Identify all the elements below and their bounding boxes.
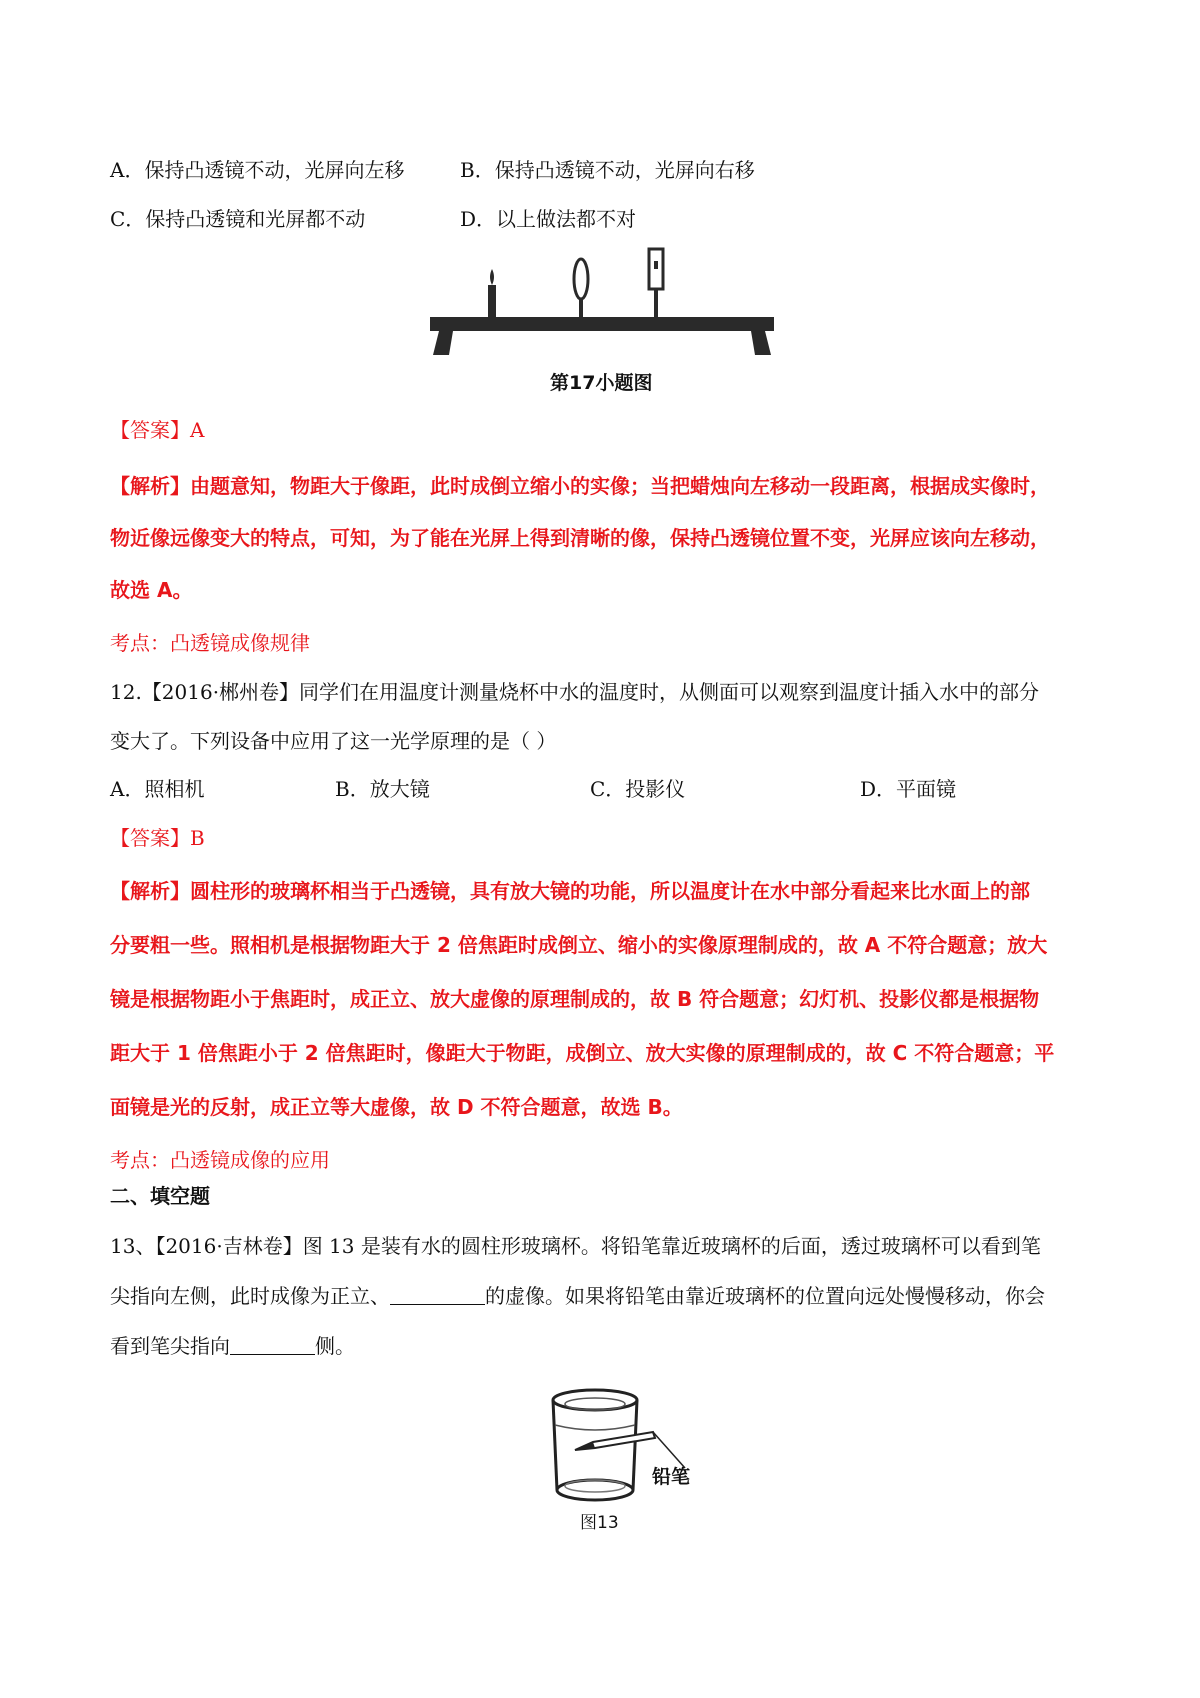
q12-analysis-line-1: 【解析】圆柱形的玻璃杯相当于凸透镜，具有放大镜的功能，所以温度计在水中部分看起来比水面上的部	[110, 879, 1030, 903]
screen-stand	[654, 289, 658, 319]
q11-option-c: C．保持凸透镜和光屏都不动	[110, 207, 366, 231]
optical-bench-figure	[425, 245, 780, 365]
q13-blank-2[interactable]	[230, 1336, 315, 1355]
bench-rail	[430, 317, 774, 331]
q12-analysis-line-4: 距大于 1 倍焦距小于 2 倍焦距时，像距大于物距，成倒立、放大实像的原理制成的，故 C 不符合题意；平	[110, 1041, 1055, 1065]
lens-stand	[579, 299, 583, 319]
q13-line-2	[110, 1280, 1045, 1309]
q12-option-a: A．照相机	[110, 777, 205, 801]
candle-flame	[490, 269, 494, 285]
q12-analysis-line-3: 镜是根据物距小于焦距时，成正立、放大虚像的原理制成的，故 B 符合题意；幻灯机、投影仪都是根据物	[110, 987, 1040, 1011]
bench-leg-left	[433, 331, 453, 355]
q11-option-b: B．保持凸透镜不动，光屏向右移	[460, 158, 755, 182]
q11-analysis-line-3: 故选 A。	[110, 578, 193, 602]
q12-stem-line-1: 12.【2016·郴州卷】同学们在用温度计测量烧杯中水的温度时，从侧面可以观察到温度计插入水中的部分	[110, 680, 1040, 704]
convex-lens	[574, 259, 588, 299]
q12-kaodian: 考点：凸透镜成像的应用	[110, 1148, 330, 1172]
q11-kaodian: 考点：凸透镜成像规律	[110, 631, 310, 655]
pencil-label: 铅笔	[652, 1466, 691, 1488]
q12-option-c: C．投影仪	[590, 777, 686, 801]
q13-line-3-text-a: 看到笔尖指向	[110, 1334, 230, 1358]
q11-analysis-line-1: 【解析】由题意知，物距大于像距，此时成倒立缩小的实像；当把蜡烛向左移动一段距离，根据成实像时，	[110, 474, 1050, 498]
glass-rim	[553, 1390, 637, 1410]
q13-line-3	[110, 1330, 355, 1359]
glass-side-left	[553, 1400, 557, 1490]
water-line	[555, 1425, 635, 1430]
bench-leg-right	[751, 331, 771, 355]
q11-figure-caption: 第17小题图	[550, 372, 653, 394]
q12-option-b: B．放大镜	[335, 777, 430, 801]
q13-figure-caption: 图13	[580, 1513, 619, 1533]
glass-side-right	[633, 1400, 637, 1490]
q12-option-d: D．平面镜	[860, 777, 957, 801]
candle	[488, 285, 496, 319]
q12-stem-line-2: 变大了。下列设备中应用了这一光学原理的是（ ）	[110, 729, 557, 753]
q13-line-2-text-a: 尖指向左侧，此时成像为正立、	[110, 1284, 390, 1308]
q12-analysis-line-2: 分要粗一些。照相机是根据物距大于 2 倍焦距时成倒立、缩小的实像原理制成的，故 A 不符合题意；放大	[110, 933, 1048, 957]
q11-option-a: A．保持凸透镜不动，光屏向左移	[110, 158, 405, 182]
q13-line-3-text-b: 侧。	[315, 1334, 355, 1358]
q11-answer: 【答案】A	[110, 418, 205, 442]
q13-blank-1[interactable]	[390, 1286, 485, 1305]
q13-line-2-text-b: 的虚像。如果将铅笔由靠近玻璃杯的位置向远处慢慢移动，你会	[485, 1284, 1045, 1308]
glass-pencil-figure	[535, 1380, 705, 1520]
q12-analysis-line-5: 面镜是光的反射，成正立等大虚像，故 D 不符合题意，故选 B。	[110, 1095, 683, 1119]
q13-line-1: 13、【2016·吉林卷】图 13 是装有水的圆柱形玻璃杯。将铅笔靠近玻璃杯的后面，透过玻璃杯可以看到笔	[110, 1234, 1041, 1258]
q12-answer: 【答案】B	[110, 826, 205, 850]
section-title: 二、填空题	[110, 1184, 210, 1208]
q11-analysis-line-2: 物近像远像变大的特点，可知，为了能在光屏上得到清晰的像，保持凸透镜位置不变，光屏应该向左移动，	[110, 526, 1050, 550]
q11-option-d: D．以上做法都不对	[460, 207, 637, 231]
